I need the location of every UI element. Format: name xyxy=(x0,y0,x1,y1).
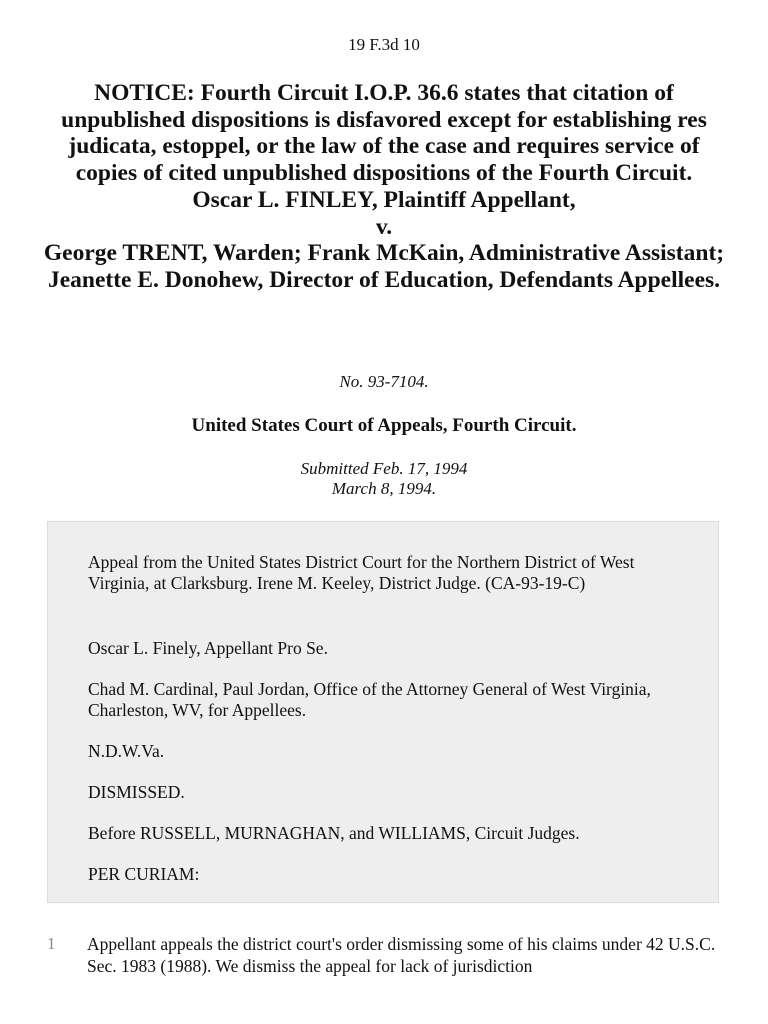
paragraph-number: 1 xyxy=(47,934,56,953)
case-dates xyxy=(0,459,768,499)
disposition: DISMISSED. xyxy=(88,782,185,802)
per-curiam-label: PER CURIAM: xyxy=(88,864,200,884)
opinion-paragraph: Appellant appeals the district court's order dismissing some of his claims under 42 U.S.C. Sec. 1983 (1988). We dismiss the appeal for lack of jurisdiction xyxy=(87,934,716,976)
docket-number: No. 93-7104. xyxy=(339,372,429,391)
case-heading xyxy=(40,80,728,294)
versus-text: v. xyxy=(375,213,393,240)
appellee-counsel: Chad M. Cardinal, Paul Jordan, Office of the Attorney General of West Virginia, Charleston, WV, for Appellees. xyxy=(88,679,651,720)
syllabus-box xyxy=(47,521,719,903)
case-citation: 19 F.3d 10 xyxy=(348,35,420,54)
plaintiff-name: Oscar L. FINLEY, Plaintiff Appellant, xyxy=(192,186,576,213)
defendants-names: George TRENT, Warden; Frank McKain, Administrative Assistant; Jeanette E. Donohew, Director of Education, Defendants Appellees. xyxy=(43,240,725,293)
court-name: United States Court of Appeals, Fourth Circuit. xyxy=(191,415,577,436)
decided-date: March 8, 1994. xyxy=(331,479,437,498)
appeal-from-text: Appeal from the United States District Court for the Northern District of West Virginia, at Clarksburg. Irene M. Keeley, District Judge. (CA-93-19-C) xyxy=(88,552,635,593)
lower-court: N.D.W.Va. xyxy=(88,741,165,761)
appellant-counsel: Oscar L. Finely, Appellant Pro Se. xyxy=(88,638,328,658)
notice-text: NOTICE: Fourth Circuit I.O.P. 36.6 states that citation of unpublished dispositions is disfavored except for establishing res judicata, estoppel, or the law of the case and requires service of copies of cited unpublished dispositions of the Fourth Circuit. xyxy=(61,80,707,187)
submitted-date: Submitted Feb. 17, 1994 xyxy=(300,459,468,478)
panel-judges: Before RUSSELL, MURNAGHAN, and WILLIAMS, Circuit Judges. xyxy=(88,823,580,843)
